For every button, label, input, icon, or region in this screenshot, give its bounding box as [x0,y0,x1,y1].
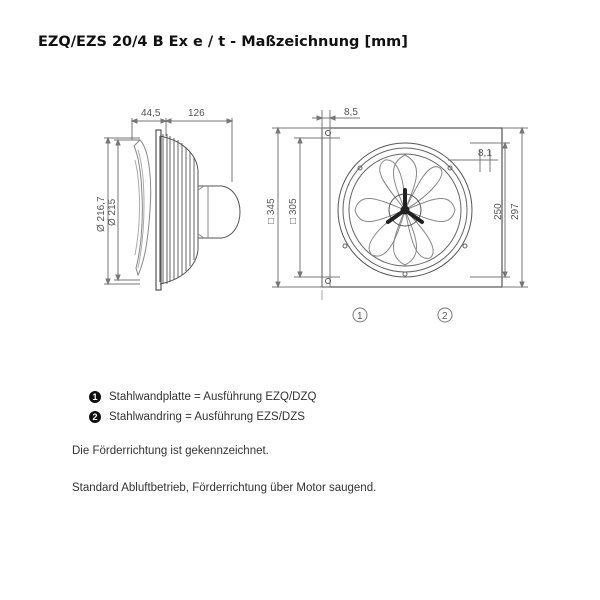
callout-1: 1 [357,311,363,322]
legend-number-badge: 1 [89,391,101,403]
front-view [272,110,528,322]
dim-plate-width: 8,5 [344,107,358,118]
legend-item-plate [89,387,316,407]
dim-offset: 8,1 [478,148,492,159]
legend-text: Stahlwandring = Ausführung EZS/DZS [109,411,305,423]
side-view [104,118,240,290]
page-title: EZQ/EZS 20/4 B Ex e / t - Maßzeichnung [mm] [38,34,408,50]
dim-height-a: 250 [493,203,504,220]
legend-text: Stahlwandplatte = Ausführung EZQ/DZQ [109,391,317,403]
dim-depth-a: 44,5 [141,108,161,119]
dim-dia-inner: Ø 215 [107,198,118,226]
dim-depth-b: 126 [188,108,205,119]
note-standard: Standard Abluftbetrieb, Förderrichtung über Motor saugend. [72,482,377,494]
dim-square-outer: □ 345 [266,198,277,224]
dim-dia-outer: Ø 216,7 [96,196,107,232]
note-direction: Die Förderrichtung ist gekennzeichnet. [72,445,269,457]
legend-number-badge: 2 [89,411,101,423]
legend [89,387,316,427]
callout-2: 2 [442,311,448,322]
dim-height-b: 297 [510,203,521,220]
legend-item-ring [89,407,316,427]
dim-square-inner: □ 305 [288,198,299,224]
